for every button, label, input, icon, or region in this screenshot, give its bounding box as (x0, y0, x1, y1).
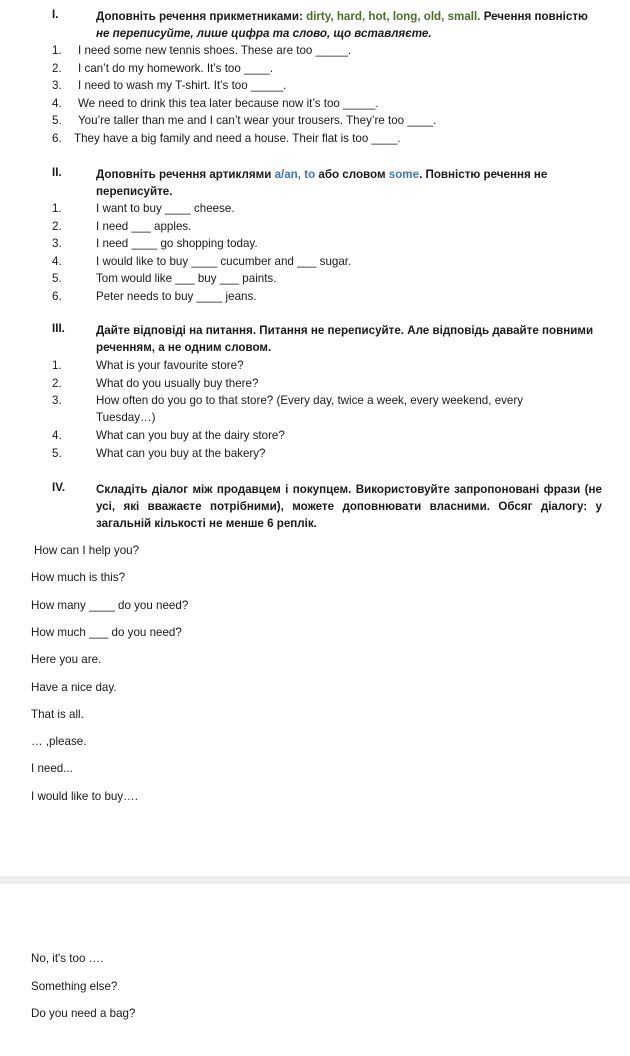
item-text: Tom would like ___ buy ___ paints. (96, 272, 277, 285)
item-number: 2. (52, 219, 62, 233)
section-3-numeral: III. (52, 322, 65, 335)
item-text: I would like to buy ____ cucumber and ___ sugar. (96, 254, 352, 268)
item-text: I need ___ apples. (96, 219, 192, 233)
item-number: 6. (52, 131, 62, 145)
item-text: What is your favourite store? (96, 359, 244, 372)
item-text: How often do you go to that store? (Every day, twice a week, every weekend, every Tuesday…) (96, 394, 524, 424)
page-break (0, 876, 630, 884)
section-4-numeral: IV. (52, 481, 66, 494)
item-text: I need some new tennis shoes. These are too _____. (78, 44, 352, 57)
item-text: I can’t do my homework. It’s too ____. (78, 61, 274, 75)
item-number: 2. (52, 376, 62, 390)
item-number: 6. (52, 289, 62, 303)
dialogue-phrase: … ,please. (31, 735, 87, 749)
item-number: 1. (52, 359, 62, 372)
item-text: I need ____ go shopping today. (96, 237, 258, 250)
item-text: What can you buy at the dairy store? (96, 429, 285, 442)
dialogue-phrase: How many ____ do you need? (31, 598, 189, 612)
item-number: 2. (52, 61, 62, 75)
item-number: 4. (52, 429, 62, 442)
section-1-numeral: I. (52, 8, 59, 21)
item-text: What can you buy at the bakery? (96, 446, 266, 460)
dialogue-phrase: How much is this? (31, 571, 126, 585)
item-text: We need to drink this tea later because now it’s too _____. (78, 96, 379, 110)
dialogue-phrase: Have a nice day. (31, 680, 117, 694)
item-text: I want to buy ____ cheese. (96, 202, 235, 215)
dialogue-phrase: No, it's too …. (31, 952, 104, 965)
item-number: 5. (52, 446, 62, 460)
dialogue-phrase: That is all. (31, 707, 84, 721)
section-2-some: some (388, 168, 420, 181)
section-2-head-lead: Доповніть речення артиклями (96, 168, 272, 181)
item-number: 1. (52, 202, 62, 215)
item-number: 4. (52, 254, 62, 268)
section-2-head-tail: . Повністю речення не (419, 168, 548, 181)
section-2-head-mid: або словом (318, 168, 386, 181)
dialogue-phrase: How can I help you? (34, 544, 140, 557)
dialogue-phrase: I need... (31, 762, 73, 776)
item-text: What do you usually buy there? (96, 376, 259, 390)
section-1-adjectives: dirty, hard, hot, long, old, small. (306, 10, 481, 23)
section-1-head-tail: Речення повністю (483, 10, 588, 23)
item-number: 5. (52, 114, 62, 127)
section-2-articles: a/an, to (274, 168, 316, 181)
item-number: 5. (52, 272, 62, 285)
section-2-numeral: II. (52, 166, 62, 179)
section-4-instruction: Складіть діалог між продавцем і покупцем. Використовуйте запропоновані фрази (не усі, які вважаєте потрібними), можете доповнювати власними. Обсяг діалогу: у загальній кількості не менше 6 реплік. (96, 483, 602, 530)
dialogue-phrase: Here you are. (31, 653, 102, 667)
item-text: I need to wash my T-shirt. It’s too _____. (78, 79, 287, 92)
dialogue-phrase: How much ___ do you need? (31, 625, 182, 639)
section-3-instruction: Дайте відповіді на питання. Питання не переписуйте. Але відповідь давайте повними реченням, а не одним словом. (96, 324, 594, 354)
item-number: 3. (52, 237, 62, 250)
dialogue-phrase: I would like to buy…. (31, 789, 138, 803)
item-number: 1. (52, 44, 62, 57)
item-text: You’re taller than me and I can’t wear your trousers. They’re too ____. (78, 114, 437, 127)
item-text: Peter needs to buy ____ jeans. (96, 289, 257, 303)
section-1-head-line2: не переписуйте, лише цифра та слово, що вставляєте. (96, 27, 432, 40)
section-1-head-lead: Доповніть речення прикметниками: (96, 10, 303, 23)
dialogue-phrase: Something else? (31, 979, 118, 993)
dialogue-phrase: Do you need a bag? (31, 1007, 136, 1020)
section-1-instruction (96, 8, 602, 42)
item-text: They have a big family and need a house. Their flat is too ____. (74, 131, 401, 145)
item-number: 4. (52, 96, 62, 110)
worksheet-page-2 (0, 884, 630, 1056)
section-2-head-line2: переписуйте. (96, 185, 173, 198)
item-number: 3. (52, 394, 62, 407)
item-number: 3. (52, 79, 62, 92)
section-2-instruction (96, 166, 602, 200)
